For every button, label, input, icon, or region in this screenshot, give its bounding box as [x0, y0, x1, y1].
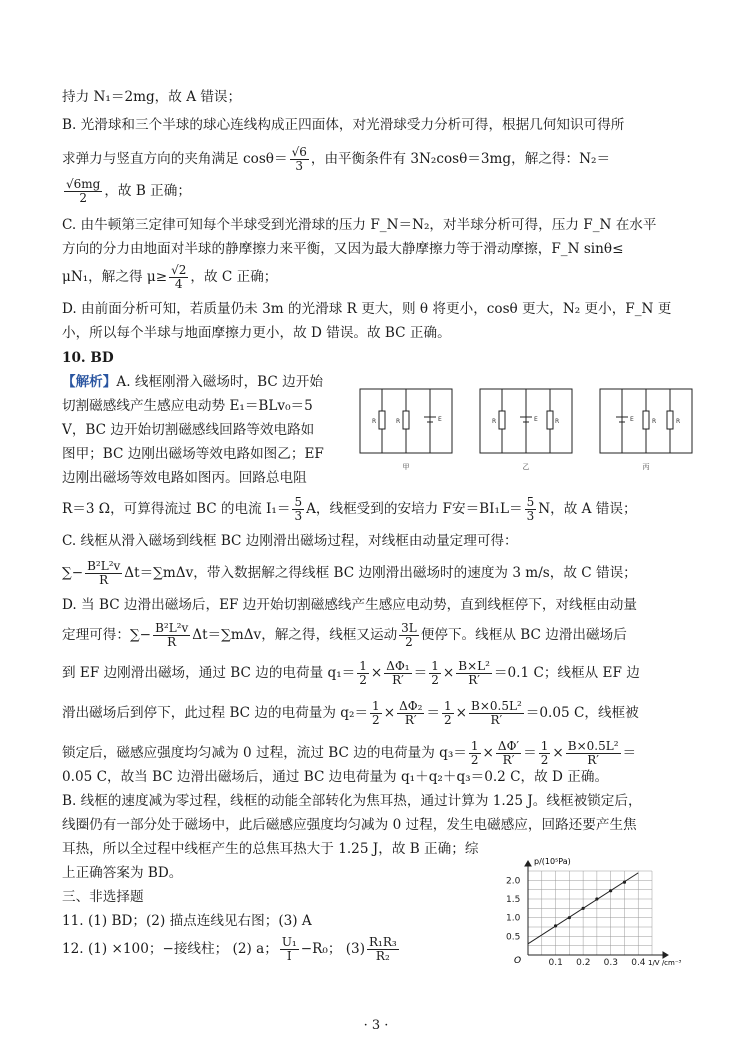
text-line: 小，所以每个半球与地面摩擦力更小，故 D 错误。故 BC 正确。 — [62, 325, 451, 341]
numerator: B×0.5L² — [567, 739, 619, 753]
numerator: U₁ — [281, 935, 297, 949]
text-line: C. 由牛顿第三定律可知每个半球受到光滑球的压力 F_N＝N₂，对半球分析可得，压力 F_N 在水平 — [62, 217, 657, 233]
circuit-caption: 丙 — [642, 463, 650, 471]
denominator: R₂ — [375, 949, 390, 963]
text-line — [62, 622, 627, 649]
resistor-label: R — [676, 418, 681, 425]
numerator: 5 — [294, 495, 303, 509]
sum-symbol: ∑− — [62, 565, 84, 581]
numerator: R₁R₃ — [369, 935, 397, 949]
fraction — [370, 700, 382, 727]
text-span: A. 线框刚滑入磁场时，BC 边开始 — [116, 374, 323, 390]
data-point — [623, 881, 626, 884]
data-point — [554, 924, 557, 927]
text-line: 持力 N₁＝2mg，故 A 错误； — [62, 89, 242, 105]
denominator: R′ — [404, 713, 417, 727]
resistor-label: R — [652, 418, 657, 425]
fraction — [64, 178, 102, 205]
fraction — [429, 660, 441, 687]
x-axis-label: 1/V /cm⁻³ — [648, 959, 682, 967]
text-line — [62, 660, 640, 687]
pressure-volume-chart — [498, 855, 698, 975]
fraction — [280, 936, 299, 963]
numerator: ΔΦ′ — [497, 739, 520, 753]
text-line: 耳热，所以全过程中线框产生的总焦耳热大于 1.25 J，故 B 正确；综 — [62, 841, 479, 857]
text-span: −R₀； (3) — [300, 941, 365, 957]
resistor — [403, 411, 409, 429]
fraction — [397, 700, 424, 727]
y-tick-label: 2.0 — [506, 876, 521, 887]
numerator: B²L²v — [87, 559, 121, 573]
equivalent-circuit-diagrams — [358, 381, 696, 477]
numerator: 1 — [372, 699, 380, 713]
denominator: 4 — [174, 277, 183, 291]
numerator: ΔΦ₂ — [399, 699, 423, 713]
resistor-label: R — [555, 418, 560, 425]
text-span: ＝ — [622, 745, 637, 761]
numerator: 1 — [444, 699, 452, 713]
section-heading: 三、非选择题 — [62, 889, 144, 905]
text-span: × — [455, 705, 468, 721]
fraction — [469, 740, 481, 767]
data-point — [595, 897, 598, 900]
text-line: 线圈仍有一部分处于磁场中，此后磁感应强度均匀减为 0 过程，发生电磁感应，回路还要产生焦 — [62, 817, 637, 833]
text-span: 求弹力与竖直方向的夹角满足 cosθ＝ — [62, 151, 288, 167]
numerator: 1 — [470, 739, 479, 753]
text-line: 上正确答案为 BD。 — [62, 865, 183, 881]
denominator: 2 — [431, 673, 439, 687]
text-line: 11. (1) BD；(2) 描点连线见右图；(3) A — [62, 913, 312, 929]
text-span: × — [383, 705, 396, 721]
text-line: V，BC 边开始切割磁感线回路等效电路如 — [62, 422, 315, 438]
text-line — [62, 560, 637, 587]
text-span: × — [482, 745, 494, 761]
resistor — [667, 411, 673, 429]
denominator: 2 — [79, 191, 87, 205]
text-line: D. 当 BC 边滑出磁场后，EF 边开始切割磁感线产生感应电动势，直到线框停下，对线框由动量 — [62, 597, 637, 613]
origin-label: O — [514, 956, 522, 966]
x-axis-arrow — [663, 952, 668, 958]
text-span: ＝ — [413, 665, 428, 681]
text-line — [62, 373, 323, 391]
y-tick-label: 1.5 — [506, 895, 521, 905]
fraction — [399, 622, 419, 649]
text-line: 0.05 C，故当 BC 边滑出磁场后，通过 BC 边电荷量为 q₁＋q₂＋q₃＝0.2 C，故 D 正确。 — [62, 769, 609, 785]
x-tick-label: 0.2 — [576, 958, 591, 968]
denominator: 2 — [470, 753, 479, 767]
denominator: 2 — [372, 713, 380, 727]
text-span: ＝0.05 C，线框被 — [525, 705, 639, 721]
fraction — [85, 560, 122, 587]
answer-heading: 10. BD — [62, 350, 114, 366]
text-line — [62, 700, 639, 727]
numerator: 5 — [526, 495, 535, 509]
denominator: 3 — [295, 159, 304, 173]
numerator: √2 — [171, 263, 187, 277]
text-span: 滑出磁场后到停下，此过程 BC 边的电荷量为 q₂＝ — [62, 705, 369, 721]
text-span: × — [370, 665, 383, 681]
circuit-caption: 乙 — [522, 463, 530, 471]
fraction — [456, 660, 492, 687]
fraction — [153, 622, 190, 649]
resistor-label: R — [492, 418, 497, 425]
text-line — [62, 146, 610, 173]
text-line: 方向的分力由地面对半球的静摩擦力来平衡，又因为最大静摩擦力等于滑动摩擦，F_N sinθ≤ — [62, 241, 624, 257]
text-span: ＝ — [523, 745, 537, 761]
circuit-caption: 甲 — [402, 463, 410, 471]
numerator: 1 — [359, 659, 367, 673]
denominator: I — [286, 949, 292, 963]
numerator: B×L² — [458, 659, 490, 673]
denominator: R — [167, 635, 177, 649]
numerator: B×0.5L² — [471, 699, 522, 713]
denominator: R′ — [502, 753, 515, 767]
numerator: √6mg — [66, 177, 101, 191]
resistor — [379, 411, 385, 429]
data-point — [568, 916, 571, 919]
numerator: B²L²v — [155, 621, 189, 635]
text-span: 12. (1) ×100；−接线柱； (2) a； — [62, 941, 278, 957]
numerator: √6 — [291, 145, 307, 159]
x-tick-label: 0.3 — [603, 958, 618, 968]
text-span: 便停下。线框从 BC 边滑出磁场后 — [420, 627, 627, 643]
fraction — [169, 264, 188, 291]
resistor — [547, 411, 553, 429]
y-axis-label: p/(10⁵Pa) — [534, 857, 571, 866]
x-tick-label: 0.4 — [631, 958, 646, 968]
denominator: R′ — [587, 753, 600, 767]
y-axis-arrow — [525, 861, 531, 866]
denominator: 2 — [540, 753, 549, 767]
data-point — [609, 889, 612, 892]
denominator: R′ — [490, 713, 503, 727]
text-span: ，由平衡条件有 3N₂cosθ＝3mg，解之得：N₂＝ — [310, 151, 611, 167]
denominator: 2 — [444, 713, 452, 727]
text-span: Δt＝∑mΔv，解之得，线框又运动 — [192, 627, 398, 643]
page-number: · 3 · — [363, 1018, 389, 1033]
fraction — [539, 740, 551, 767]
fraction — [367, 936, 399, 963]
text-line: B. 光滑球和三个半球的球心连线构成正四面体，对光滑球受力分析可得，根据几何知识可得所 — [62, 117, 625, 133]
resistor-label: R — [372, 418, 377, 425]
denominator: R′ — [392, 673, 404, 687]
text-line — [62, 264, 277, 291]
fraction — [357, 660, 369, 687]
x-tick-label: 0.1 — [548, 958, 563, 968]
text-span: ，故 B 正确； — [104, 183, 191, 199]
text-span: 锁定后，磁感应强度均匀减为 0 过程，流过 BC 边的电荷量为 q₃＝ — [62, 745, 467, 761]
text-span: × — [552, 745, 564, 761]
numerator: 1 — [540, 739, 549, 753]
text-span: ，故 C 正确； — [190, 269, 278, 285]
fraction — [384, 660, 411, 687]
text-span: ＝ — [426, 705, 440, 721]
fraction — [525, 496, 537, 523]
fraction — [290, 146, 309, 173]
y-tick-label: 1.0 — [506, 913, 521, 924]
text-line: 边刚出磁场等效电路如图丙。回路总电阻 — [62, 470, 307, 486]
emf-label: E — [438, 416, 442, 423]
denominator: 3 — [294, 509, 303, 523]
resistor — [643, 411, 649, 429]
emf-label: E — [630, 416, 634, 423]
resistor-label: R — [396, 418, 401, 425]
denominator: 2 — [359, 673, 367, 687]
text-span: N，故 A 错误； — [538, 501, 637, 517]
text-span: 到 EF 边刚滑出磁场，通过 BC 边的电荷量 q₁＝ — [62, 665, 356, 681]
y-tick-label: 0.5 — [506, 932, 521, 943]
text-line: 切割磁感线产生感应电动势 E₁＝BLv₀＝5 — [62, 398, 313, 414]
analysis-tag: 【解析】 — [62, 374, 117, 390]
fraction — [469, 700, 524, 727]
text-span: Δt＝∑mΔv，带入数据解之得线框 BC 边刚滑出磁场时的速度为 3 m/s，故 C 错误； — [124, 565, 637, 581]
denominator: R′ — [468, 673, 480, 687]
emf-label: E — [534, 416, 538, 423]
fraction — [442, 700, 454, 727]
fraction — [496, 740, 521, 767]
denominator: R — [99, 573, 109, 587]
fraction — [566, 740, 621, 767]
data-point — [582, 907, 585, 910]
resistor — [499, 411, 505, 429]
numerator: ΔΦ₁ — [386, 659, 410, 673]
text-span: R＝3 Ω，可算得流过 BC 的电流 I₁＝ — [62, 501, 291, 517]
text-span: μN₁，解之得 μ≥ — [62, 269, 168, 285]
text-line — [62, 936, 401, 963]
text-line — [62, 496, 637, 523]
text-line — [62, 178, 191, 205]
denominator: 2 — [405, 635, 413, 649]
text-line: C. 线框从滑入磁场到线框 BC 边刚滑出磁场过程，对线框由动量定理可得： — [62, 533, 518, 549]
text-span: A，线框受到的安培力 F安＝BI₁L＝ — [306, 501, 523, 517]
text-line: 图甲；BC 边刚出磁场等效电路如图乙；EF — [62, 446, 324, 462]
text-line: D. 由前面分析可知，若质量仍未 3m 的光滑球 R 更大，则 θ 将更小，cosθ 更大，N₂ 更小，F_N 更 — [62, 301, 672, 317]
text-line — [62, 740, 636, 767]
text-span: × — [442, 665, 455, 681]
numerator: 1 — [431, 659, 439, 673]
denominator: 3 — [526, 509, 535, 523]
text-span: ＝0.1 C；线框从 EF 边 — [493, 665, 640, 681]
fraction — [292, 496, 304, 523]
numerator: 3L — [401, 621, 417, 635]
text-line: B. 线框的速度减为零过程，线框的动能全部转化为焦耳热，通过计算为 1.25 J。线框被锁定后， — [62, 793, 642, 809]
text-span: 定理可得：∑− — [62, 627, 152, 643]
